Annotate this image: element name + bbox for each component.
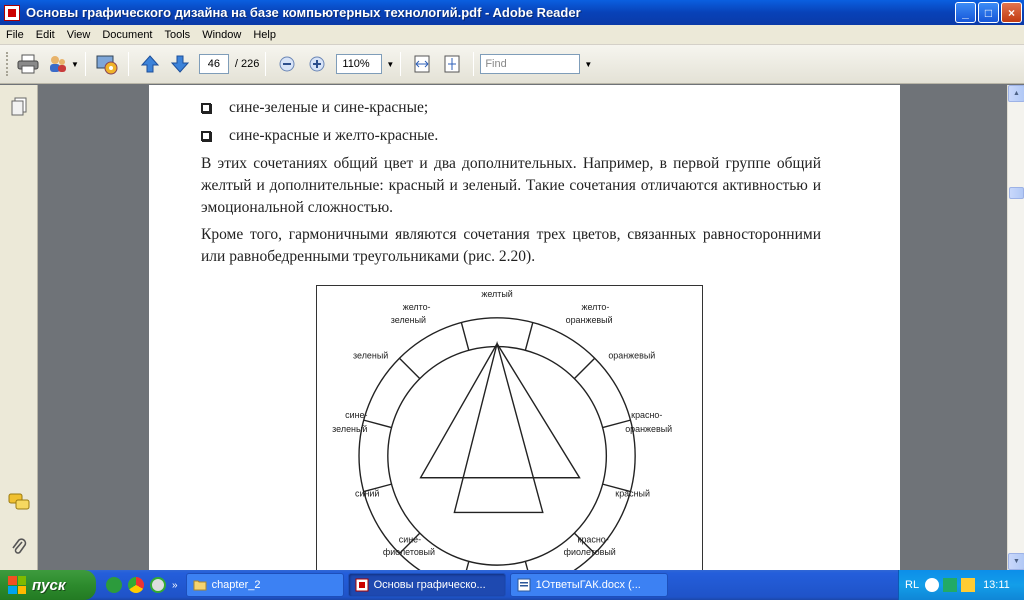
menu-tools[interactable]: Tools [164,28,191,41]
taskbar-item[interactable] [348,573,506,597]
separator [473,52,474,76]
network-icon[interactable] [943,578,957,592]
separator [400,52,401,76]
title-bar [0,0,1024,25]
people-icon [48,54,68,74]
taskbar-item-label: Основы графическо... [373,579,486,591]
gear-icon [96,53,118,75]
ring-divider [525,322,532,350]
start-button[interactable] [0,570,96,600]
chevron-down-icon[interactable]: ▼ [386,59,395,69]
color-wheel-diagram [317,286,702,570]
zoom-in-icon [309,56,325,72]
paperclip-icon[interactable] [8,535,30,559]
taskbar [0,570,1024,600]
settings-button[interactable] [94,51,120,77]
separator [128,52,129,76]
label-red-violet: фиолетовый [563,547,616,558]
media-player-icon[interactable] [150,577,166,593]
fit-page-icon [442,54,462,74]
chevron-right-icon[interactable]: » [172,579,178,591]
color-wheel-figure [316,285,703,570]
language-indicator[interactable]: RL [905,579,920,591]
chrome-icon[interactable] [128,577,144,593]
start-label: пуск [32,576,66,594]
security-icon[interactable] [961,578,975,592]
label-blue-green: сине- [345,410,368,421]
separator [85,52,86,76]
separator [265,52,266,76]
scroll-down-button[interactable]: ▼ [1008,553,1024,570]
label-green: зеленый [353,350,389,361]
ring-divider [399,358,419,378]
label-yellow-green: желто- [402,301,431,312]
print-button[interactable] [15,51,41,77]
zoom-out-button[interactable] [274,51,300,77]
list-item-text: сине-зеленые и сине-красные; [229,99,429,116]
label-blue: синий [355,488,380,499]
label-yellow: желтый [481,288,513,299]
previous-page-button[interactable] [137,51,163,77]
ring-divider [364,420,392,427]
fit-width-button[interactable] [409,51,435,77]
paragraph: В этих сочетаниях общий цвет и два дополнительных. Например, в первой группе общий желтый и дополнительные: красный и зеленый. Такие сочетания отличаются активностью и эмоциональной сложностью. [201,155,821,216]
scroll-up-button[interactable]: ▲ [1008,85,1024,102]
minimize-button[interactable]: _ [955,2,976,23]
menu-view[interactable]: View [66,28,91,41]
label-blue-violet: фиолетовый [382,547,435,558]
menu-document[interactable]: Document [102,28,153,41]
menu-bar [0,25,1024,45]
pages-icon[interactable] [8,95,30,119]
system-tray [898,570,1024,600]
zoom-select[interactable]: 110% [336,54,382,74]
chevron-down-icon[interactable]: ▼ [584,59,593,69]
chevron-down-icon[interactable]: ▼ [71,59,79,69]
pdf-page [149,85,900,570]
bullet-icon [201,131,211,141]
toolbar-grip[interactable] [6,52,9,76]
paragraph: Кроме того, гармоничными являются сочетания трех цветов, связанных равносторонними или равнобедренными треугольниками (рис. 2.20). [201,226,821,265]
window-title: Основы графического дизайна на базе компьютерных технологий.pdf - Adobe Reader [26,5,581,20]
menu-window[interactable]: Window [202,28,242,41]
arrow-up-icon [140,54,160,74]
list-item [201,99,428,117]
label-blue-violet: сине- [398,534,422,545]
bullet-icon [201,103,211,113]
quick-launch [106,577,178,593]
label-red: красный [615,488,650,499]
chevron-left-icon[interactable] [925,578,939,592]
find-input[interactable]: Find [480,54,580,74]
zoom-out-icon [279,56,295,72]
taskbar-item-label: chapter_2 [211,579,261,591]
label-yellow-orange: оранжевый [565,314,613,325]
ring-divider [525,561,532,570]
page-number-input[interactable]: 46 [199,54,229,74]
navigation-panel [0,85,38,570]
collaborate-button[interactable] [45,51,71,77]
page-total: / 226 [234,58,260,70]
label-orange: оранжевый [608,350,656,361]
list-item-text: сине-красные и желто-красные. [229,127,439,144]
arrow-down-icon [170,54,190,74]
adobe-pdf-icon [4,5,20,21]
close-button[interactable]: × [1001,2,1022,23]
adobe-pdf-icon [355,578,369,592]
label-blue-green: зеленый [332,424,368,435]
scroll-thumb[interactable] [1009,187,1024,199]
taskbar-item-label: 1ОтветыГАК.docx (... [535,579,641,591]
label-yellow-green: зеленый [390,314,427,325]
label-red-orange: оранжевый [625,424,673,435]
taskbar-item[interactable] [510,573,668,597]
vertical-scrollbar[interactable] [1007,85,1024,570]
fit-width-icon [412,54,432,74]
label-red-violet: красно- [577,534,609,545]
label-red-orange: красно- [631,410,663,421]
document-viewport[interactable] [39,85,1007,570]
printer-icon [17,54,39,74]
next-page-button[interactable] [167,51,193,77]
ring-divider [574,358,594,378]
taskbar-item[interactable] [186,573,344,597]
clock: 13:11 [983,579,1010,591]
fit-page-button[interactable] [439,51,465,77]
windows-logo-icon [8,576,26,594]
label-yellow-orange: желто- [581,301,610,312]
toolbar [0,45,1024,84]
zoom-in-button[interactable] [304,51,330,77]
menu-edit[interactable]: Edit [35,28,55,41]
ring-divider [461,322,468,350]
maximize-button[interactable]: □ [978,2,999,23]
utorrent-icon[interactable] [106,577,122,593]
folder-icon [193,578,207,592]
menu-help[interactable]: Help [253,28,276,41]
comments-icon[interactable] [8,490,30,514]
list-item [201,127,438,145]
ring-divider [461,561,468,570]
menu-file[interactable]: File [6,28,24,41]
word-document-icon [517,578,531,592]
